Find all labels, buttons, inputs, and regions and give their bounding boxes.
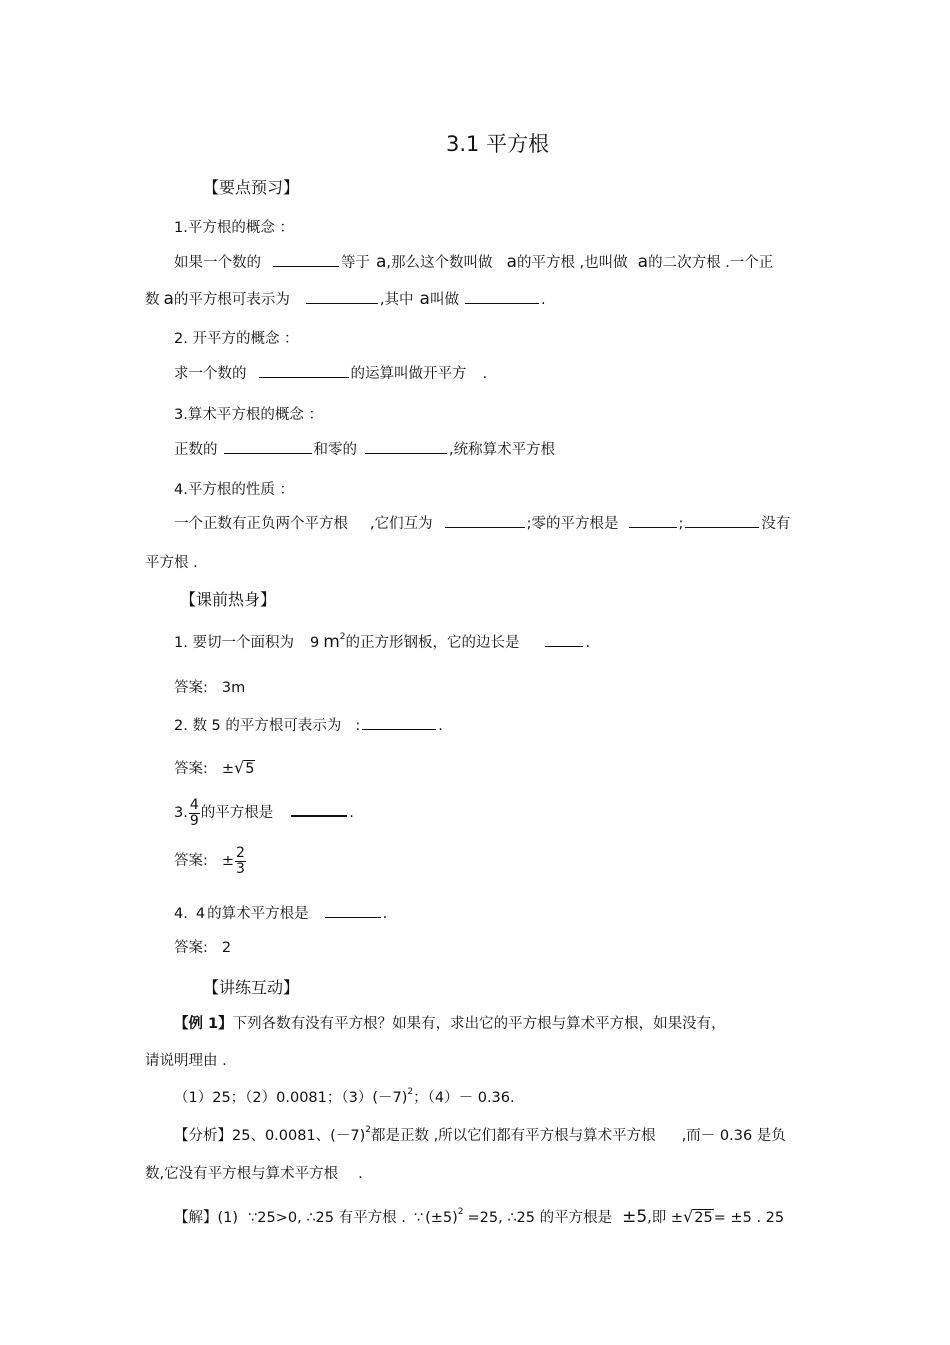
blank-field[interactable] [545,632,583,647]
blank-field[interactable] [306,289,378,304]
sqrt-symbol: √5 [234,758,255,777]
answer-label: 答案: [174,761,208,777]
p4-label: 4.平方根的性质 ： [174,482,294,498]
p1-line1: 如果一个数的 等于 a,那么这个数叫做 a的平方根 ,也叫做 a的二次方根 .一个正 [174,252,774,272]
blank-field[interactable] [465,289,539,304]
blank-field[interactable] [325,903,381,918]
blank-field[interactable] [362,715,436,730]
p4-line2: 平方根 . [145,555,198,571]
p2-label: 2. 开平方的概念 ： [174,331,299,347]
blank-field[interactable] [629,513,677,528]
p3-line: 正数的 和零的 ,统称算术平方根 [174,438,555,459]
page-title: 3.1 平方根 [446,132,550,156]
p3-label: 3.算术平方根的概念 ： [174,407,323,423]
answer-4: 答案: 2 [174,940,232,956]
blank-field[interactable] [224,439,312,454]
section-heading-preview: 【要点预习】 [203,178,300,197]
fraction: $\frac{4}{9}$ [189,797,199,829]
analysis-line2: 数,它没有平方根与算术平方根 . [145,1166,363,1182]
section-heading-warmup: 【课前热身】 [180,590,277,609]
blank-field[interactable] [291,801,347,817]
sqrt-symbol: √25 [683,1207,713,1226]
blank-field[interactable] [365,439,447,454]
question-2: 2. 数 5 的平方根可表示为 : . [174,714,443,735]
answer-3: 答案: ± $\frac{2}{3}$ [174,845,245,877]
example-1-line2: 请说明理由 . [145,1053,227,1069]
blank-field[interactable] [445,513,525,528]
example-1-items: （1）25；（2）0.0081；$(3)(-7)^2$；（4）－ 0.36. [174,1087,515,1106]
example-1: 【例 1】下列各数有没有平方根？如果有，求出它的平方根与算术平方根，如果没有， [174,1016,726,1032]
p4-line1: 一个正数有正负两个平方根 ,它们互为 ;零的平方根是 ; 没有 [174,512,790,533]
p2-line: 求一个数的 的运算叫做开平方 . [174,362,487,383]
question-4: 4. 4 的算术平方根是 . [174,902,387,923]
fraction: $\frac{2}{3}$ [236,845,245,877]
question-3: 3. $\frac{4}{9}$ 的平方根是 . [174,797,354,829]
blank-field[interactable] [273,252,339,267]
question-1: 1. 要切一个面积为 9 $m^2$的正方形钢板，它的边长是 . [174,632,591,652]
blank-field[interactable] [685,513,759,528]
p1-label: 1.平方根的概念 ： [174,220,294,236]
blank-field[interactable] [259,363,349,378]
answer-1: 答案: 3m [174,680,246,696]
p1-line2: 数 a的平方根可表示为 ,其中 a叫做 . [145,289,546,309]
section-heading-practice: 【讲练互动】 [203,978,300,997]
analysis: 【分析】25、0.0081、$(-7)^2$都是正数 ,所以它们都有平方根与算术平方根 ,而－ 0.36 是负 [174,1125,786,1144]
solution: 【解】(1) ∵25>0, ∴25 有平方根 . ∵ $(\pm 5)^2 =25$, ∴25 的平方根是 ±5,即 ±√25= ±5 . 25 [174,1207,785,1227]
answer-2: 答案: ±√5 [174,758,255,777]
